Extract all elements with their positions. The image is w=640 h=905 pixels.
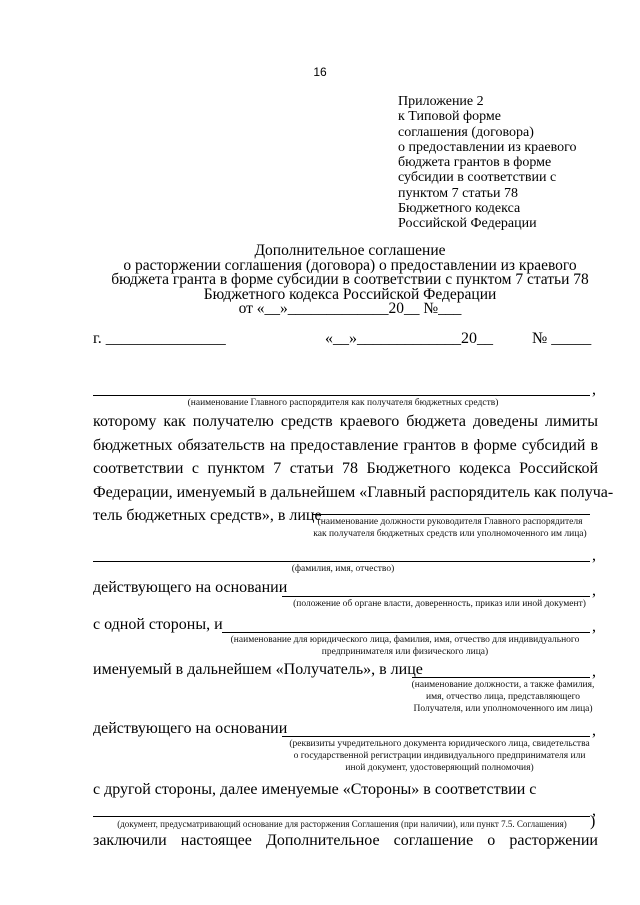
fio-line[interactable] — [93, 561, 590, 562]
title-line: Бюджетного кодекса Российской Федерации — [203, 285, 497, 303]
acting-basis-label: действующего на основании — [93, 579, 288, 596]
comma: , — [592, 618, 596, 635]
basis-line[interactable] — [282, 596, 590, 597]
paragraph-concluded — [93, 829, 598, 853]
document-title — [0, 244, 640, 317]
comma: , — [592, 381, 596, 398]
number-field[interactable]: № _____ — [532, 330, 592, 347]
annex-line: Приложение 2 — [398, 94, 484, 109]
acting-basis-label-2: действующего на основании — [93, 720, 288, 737]
text-line: бюджетных обязательств на предоставление грантов в форме субсидий в — [93, 436, 598, 454]
comma: , — [592, 722, 596, 739]
title-line: Дополнительное соглашение — [254, 242, 446, 259]
caption-recipient-1: (наименование должности, а также фамилия, — [411, 680, 595, 690]
text-line: заключили настоящее Дополнительное соглашение о расторжении — [93, 832, 598, 849]
caption-recipient-2: имя, отчество лица, представляющего — [426, 692, 580, 702]
annex-line: о предоставлении из краевого — [398, 139, 577, 155]
caption-doc: (документ, предусматривающий основание для расторжения Соглашения (при наличии), или пункт 7.5. Соглашения) — [117, 819, 567, 829]
caption-req-1: (реквизиты учредительного документа юридического лица, свидетельства — [289, 739, 590, 749]
comma: , — [592, 582, 596, 599]
comma: , — [592, 802, 596, 819]
title-line: о расторжении соглашения (договора) о предоставлении из краевого — [123, 256, 577, 274]
paren: ) — [590, 813, 596, 830]
recipient-label: именуемый в дальнейшем «Получатель», в лице — [93, 661, 423, 678]
paragraph-limits — [93, 410, 614, 528]
other-side-label: с другой стороны, далее именуемые «Стороны» в соответствии с — [93, 781, 537, 798]
caption-req-2: о государственной регистрации индивидуального предпринимателя или — [293, 751, 586, 761]
doc-basis-line[interactable] — [93, 816, 590, 817]
one-side-label: с одной стороны, и — [93, 616, 223, 633]
annex-line: Российской Федерации — [398, 216, 537, 232]
annex-line: пунктом 7 статьи 78 — [398, 185, 518, 201]
annex-line: субсидии в соответствии с — [398, 170, 557, 186]
city-field[interactable]: г. _______________ — [93, 330, 226, 347]
caption-position-2: как получателя бюджетных средств или уполномоченного им лица) — [313, 529, 587, 539]
caption-legal-1: (наименование для юридического лица, фамилия, имя, отчество для индивидуального — [230, 635, 580, 645]
requisites-line[interactable] — [282, 736, 590, 737]
text-line: тель бюджетных средств», в лице — [93, 507, 322, 525]
title-line: бюджета гранта в форме субсидии в соответствии с пунктом 7 статьи 78 — [111, 271, 589, 289]
legal-entity-line[interactable] — [222, 632, 590, 633]
page-number: 16 — [313, 65, 327, 79]
caption-basis: (положение об органе власти, доверенность, приказ или иной документ) — [293, 599, 586, 609]
date-field[interactable]: «__»_____________20__ — [325, 330, 493, 347]
annex-line: соглашения (договора) — [398, 124, 534, 140]
caption-distributor-name: (наименование Главного распорядителя как получателя бюджетных средств) — [187, 398, 499, 408]
text-line: Федерации, именуемый в дальнейшем «Главный распорядитель как получа- — [93, 483, 614, 501]
annex-line: к Типовой форме — [398, 109, 501, 125]
text-line: соответствии с пунктом 7 статьи 78 Бюджетного кодекса Российской — [93, 460, 598, 478]
annex-header — [398, 94, 576, 232]
annex-line: бюджета грантов в форме — [398, 155, 552, 171]
recipient-person-line[interactable] — [412, 677, 590, 678]
comma: , — [592, 663, 596, 680]
title-line: от «__»_____________20__ №___ — [238, 300, 462, 318]
distributor-name-line[interactable] — [93, 395, 590, 396]
caption-legal-2: предпринимателя или физического лица) — [321, 647, 489, 657]
comma: , — [592, 547, 596, 564]
text-line: которому как получателю средств краевого бюджета доведены лимиты — [93, 413, 598, 430]
caption-recipient-3: Получателя, или уполномоченного им лица) — [413, 704, 593, 714]
caption-position-1: (наименование должности руководителя Главного распорядителя — [317, 517, 583, 527]
caption-req-3: иной документ, удостоверяющий полномочия) — [345, 763, 534, 773]
annex-line: Бюджетного кодекса — [398, 201, 521, 217]
caption-fio: (фамилия, имя, отчество) — [291, 564, 395, 574]
position-line[interactable] — [313, 514, 590, 515]
